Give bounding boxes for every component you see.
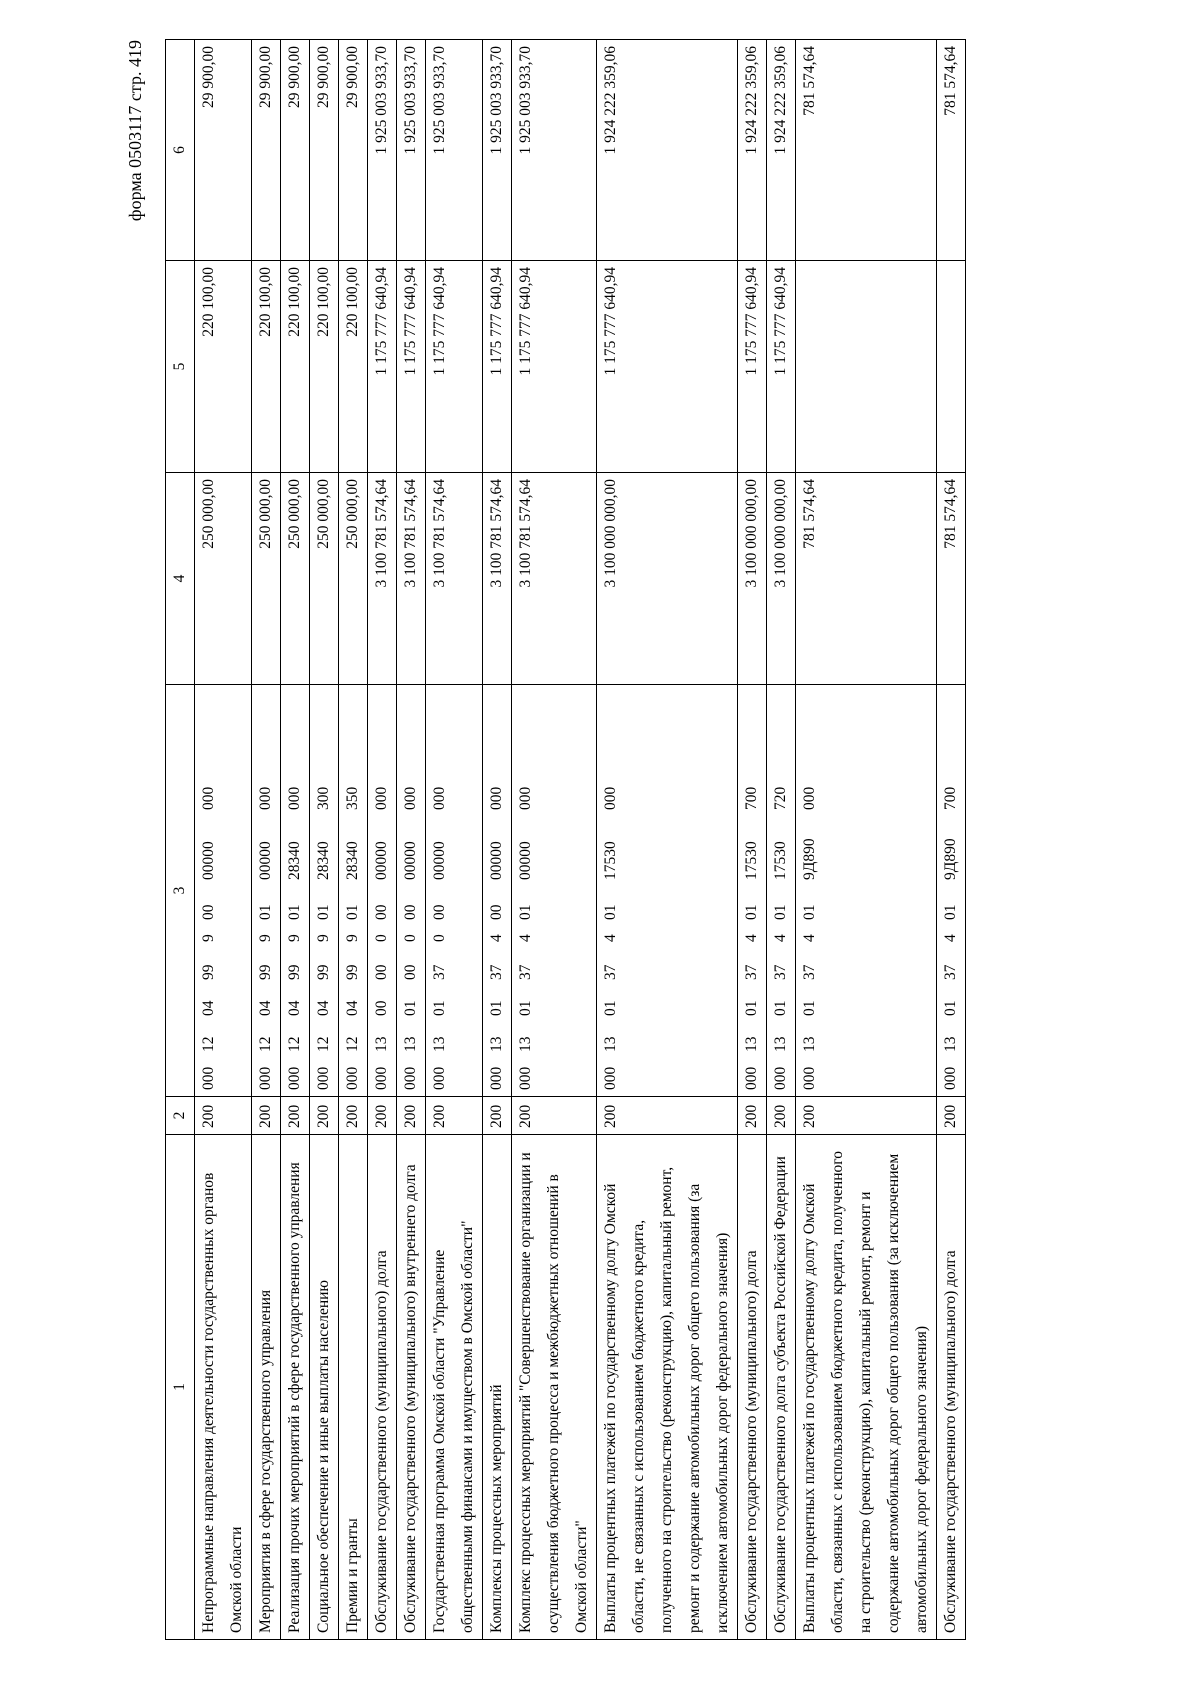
code-segment: 0 [402,934,419,942]
code-segment: 99 [200,964,217,980]
code-segment: 4 [942,934,959,942]
code-segment: 000 [200,786,217,810]
row-c4: 3 100 000 000,00 [767,473,796,685]
row-c5: 220 100,00 [281,261,310,473]
code-segment: 37 [517,964,534,980]
code-segment: 13 [801,1036,818,1052]
column-header: 6 [166,40,195,261]
code-segment: 4 [488,934,505,942]
row-c6: 1 925 003 933,70 [426,40,483,261]
row-code [512,685,597,1097]
row-col2: 200 [738,1097,767,1135]
row-col2: 200 [426,1097,483,1135]
code-segment: 000 [743,1066,760,1090]
row-c6: 1 925 003 933,70 [483,40,512,261]
row-c5: 220 100,00 [252,261,281,473]
code-segment: 00000 [517,841,534,880]
row-code [796,685,937,1097]
table-row [281,40,310,1640]
code-segment: 13 [743,1036,760,1052]
row-c5: 1 175 777 640,94 [426,261,483,473]
code-segment: 17530 [772,841,789,880]
row-c6: 29 900,00 [310,40,339,261]
row-c4: 781 574,64 [796,473,937,685]
row-code [368,685,397,1097]
row-code [483,685,512,1097]
row-c4: 3 100 781 574,64 [512,473,597,685]
code-segment: 000 [402,786,419,810]
row-c6: 29 900,00 [252,40,281,261]
code-segment: 700 [743,786,760,810]
code-segment: 37 [602,964,619,980]
code-segment: 000 [488,1066,505,1090]
code-segment: 01 [431,1000,448,1016]
row-code [937,685,966,1097]
code-segment: 00 [402,904,419,920]
code-segment: 00 [373,1000,390,1016]
row-code [252,685,281,1097]
table-header-row [166,40,195,1640]
row-c4: 250 000,00 [310,473,339,685]
code-segment: 9 [286,934,303,942]
table-body [195,40,966,1640]
code-segment: 99 [344,964,361,980]
row-c6: 781 574,64 [796,40,937,261]
table-row [767,40,796,1640]
row-c6: 1 924 222 359,06 [597,40,738,261]
code-segment: 000 [431,1066,448,1090]
code-segment: 01 [602,1000,619,1016]
form-reference: форма 0503117 стр. 419 [125,40,145,222]
table-row [512,40,597,1640]
row-code [597,685,738,1097]
row-c4: 3 100 000 000,00 [597,473,738,685]
code-segment: 13 [517,1036,534,1052]
row-c6: 1 925 003 933,70 [368,40,397,261]
row-name: Обслуживание государственного долга субъекта Российской Федерации [767,1135,796,1640]
code-segment: 4 [772,934,789,942]
table-row [597,40,738,1640]
code-segment: 700 [942,786,959,810]
code-segment: 37 [772,964,789,980]
code-segment: 9Д890 [942,838,959,880]
code-segment: 01 [743,1000,760,1016]
row-c5: 220 100,00 [310,261,339,473]
row-c4: 781 574,64 [937,473,966,685]
row-name: Комплекс процессных мероприятий "Совершенствование организации и осуществления бюджетного процесса и межбюджетных отношений в Омской области" [512,1135,597,1640]
code-segment: 4 [801,934,818,942]
row-col2: 200 [195,1097,252,1135]
code-segment: 37 [743,964,760,980]
code-segment: 04 [344,1000,361,1016]
code-segment: 4 [517,934,534,942]
code-segment: 01 [402,1000,419,1016]
row-c4: 250 000,00 [195,473,252,685]
code-segment: 4 [743,934,760,942]
row-name: Мероприятия в сфере государственного управления [252,1135,281,1640]
code-segment: 9Д890 [801,838,818,880]
code-segment: 000 [517,1066,534,1090]
code-segment: 000 [602,786,619,810]
code-segment: 01 [315,904,332,920]
code-segment: 37 [431,964,448,980]
code-segment: 00 [488,904,505,920]
code-segment: 000 [257,1066,274,1090]
row-name: Выплаты процентных платежей по государственному долгу Омской области, связанных с использованием бюджетного кредита, полученного на строительство (реконструкцию), капитальный ремонт, ремонт и содержание автомобильных дорог общего пользования (за исключением автомобильных дорог федерального значения) [796,1135,937,1640]
row-code [397,685,426,1097]
table-row [310,40,339,1640]
table-row [195,40,252,1640]
code-segment: 00 [373,904,390,920]
code-segment: 01 [772,904,789,920]
row-c5: 1 175 777 640,94 [368,261,397,473]
table-row [397,40,426,1640]
code-segment: 01 [602,904,619,920]
row-c5: 220 100,00 [195,261,252,473]
code-segment: 00000 [402,841,419,880]
code-segment: 04 [200,1000,217,1016]
code-segment: 37 [942,964,959,980]
row-c5 [796,261,937,473]
code-segment: 9 [200,934,217,942]
code-segment: 01 [257,904,274,920]
code-segment: 000 [344,1066,361,1090]
row-col2: 200 [796,1097,937,1135]
code-segment: 01 [942,904,959,920]
code-segment: 00000 [373,841,390,880]
code-segment: 99 [315,964,332,980]
column-header: 5 [166,261,195,473]
column-header: 2 [166,1097,195,1135]
row-name: Обслуживание государственного (муниципального) долга [368,1135,397,1640]
table-row [252,40,281,1640]
row-col2: 200 [483,1097,512,1135]
code-segment: 9 [257,934,274,942]
row-c4: 3 100 000 000,00 [738,473,767,685]
code-segment: 01 [488,1000,505,1016]
row-c6: 1 924 222 359,06 [767,40,796,261]
code-segment: 000 [286,1066,303,1090]
code-segment: 000 [517,786,534,810]
row-c6: 29 900,00 [339,40,368,261]
code-segment: 37 [488,964,505,980]
code-segment: 37 [801,964,818,980]
code-segment: 00000 [431,841,448,880]
code-segment: 04 [286,1000,303,1016]
code-segment: 9 [315,934,332,942]
code-segment: 28340 [344,841,361,880]
row-name: Премии и гранты [339,1135,368,1640]
row-col2: 200 [368,1097,397,1135]
code-segment: 01 [286,904,303,920]
code-segment: 12 [286,1036,303,1052]
code-segment: 00 [373,964,390,980]
row-c5: 1 175 777 640,94 [597,261,738,473]
code-segment: 720 [772,786,789,810]
row-code [767,685,796,1097]
code-segment: 000 [488,786,505,810]
code-segment: 99 [257,964,274,980]
code-segment: 00000 [200,841,217,880]
code-segment: 99 [286,964,303,980]
row-c6: 781 574,64 [937,40,966,261]
row-c4: 250 000,00 [252,473,281,685]
column-header: 4 [166,473,195,685]
code-segment: 00000 [488,841,505,880]
row-code [281,685,310,1097]
row-col2: 200 [252,1097,281,1135]
code-segment: 01 [517,1000,534,1016]
row-c5: 1 175 777 640,94 [767,261,796,473]
code-segment: 0 [431,934,448,942]
code-segment: 00000 [257,841,274,880]
row-c5 [937,261,966,473]
row-code [339,685,368,1097]
row-c5: 220 100,00 [339,261,368,473]
code-segment: 000 [801,1066,818,1090]
code-segment: 13 [942,1036,959,1052]
code-segment: 12 [315,1036,332,1052]
row-c4: 250 000,00 [281,473,310,685]
row-code [426,685,483,1097]
row-c5: 1 175 777 640,94 [483,261,512,473]
code-segment: 300 [315,786,332,810]
code-segment: 17530 [602,841,619,880]
code-segment: 4 [602,934,619,942]
table-row [738,40,767,1640]
row-c5: 1 175 777 640,94 [738,261,767,473]
table-row [368,40,397,1640]
code-segment: 01 [772,1000,789,1016]
row-c6: 29 900,00 [281,40,310,261]
code-segment: 28340 [315,841,332,880]
budget-table [165,39,966,1640]
row-c4: 3 100 781 574,64 [368,473,397,685]
code-segment: 00 [200,904,217,920]
row-name: Выплаты процентных платежей по государственному долгу Омской области, не связанных с использованием бюджетного кредита, полученного на строительство (реконструкцию), капитальный ремонт, ремонт и содержание автомобильных дорог общего пользования (за исключением автомобильных дорог федерального значения) [597,1135,738,1640]
code-segment: 04 [257,1000,274,1016]
code-segment: 01 [942,1000,959,1016]
row-c4: 250 000,00 [339,473,368,685]
row-col2: 200 [512,1097,597,1135]
row-c4: 3 100 781 574,64 [426,473,483,685]
code-segment: 13 [602,1036,619,1052]
row-c4: 3 100 781 574,64 [397,473,426,685]
table-row [937,40,966,1640]
row-code [738,685,767,1097]
row-c6: 29 900,00 [195,40,252,261]
code-segment: 000 [772,1066,789,1090]
code-segment: 17530 [743,841,760,880]
row-col2: 200 [310,1097,339,1135]
code-segment: 350 [344,786,361,810]
code-segment: 13 [431,1036,448,1052]
row-name: Реализация прочих мероприятий в сфере государственного управления [281,1135,310,1640]
code-segment: 12 [257,1036,274,1052]
row-code [195,685,252,1097]
code-segment: 12 [200,1036,217,1052]
row-c5: 1 175 777 640,94 [397,261,426,473]
code-segment: 0 [373,934,390,942]
row-col2: 200 [397,1097,426,1135]
table-row [339,40,368,1640]
row-name: Обслуживание государственного (муниципального) долга [937,1135,966,1640]
code-segment: 00 [431,904,448,920]
row-code [310,685,339,1097]
code-segment: 000 [257,786,274,810]
row-name: Комплексы процессных мероприятий [483,1135,512,1640]
row-c6: 1 924 222 359,06 [738,40,767,261]
code-segment: 000 [402,1066,419,1090]
code-segment: 01 [743,904,760,920]
code-segment: 000 [315,1066,332,1090]
table-row [796,40,937,1640]
code-segment: 13 [772,1036,789,1052]
row-c6: 1 925 003 933,70 [397,40,426,261]
row-name: Обслуживание государственного (муниципального) долга [738,1135,767,1640]
row-name: Непрограммные направления деятельности государственных органов Омской области [195,1135,252,1640]
rotated-content [115,40,1075,1640]
row-name: Обслуживание государственного (муниципального) внутреннего долга [397,1135,426,1640]
table-row [426,40,483,1640]
row-col2: 200 [597,1097,738,1135]
row-c4: 3 100 781 574,64 [483,473,512,685]
row-name: Социальное обеспечение и иные выплаты населению [310,1135,339,1640]
row-c5: 1 175 777 640,94 [512,261,597,473]
code-segment: 13 [402,1036,419,1052]
code-segment: 000 [602,1066,619,1090]
code-segment: 000 [942,1066,959,1090]
row-col2: 200 [937,1097,966,1135]
row-col2: 200 [339,1097,368,1135]
row-col2: 200 [767,1097,796,1135]
code-segment: 000 [200,1066,217,1090]
code-segment: 00 [402,964,419,980]
column-header: 3 [166,685,195,1097]
code-segment: 000 [431,786,448,810]
table-row [483,40,512,1640]
code-segment: 01 [344,904,361,920]
column-header: 1 [166,1135,195,1640]
code-segment: 04 [315,1000,332,1016]
code-segment: 000 [373,786,390,810]
row-c6: 1 925 003 933,70 [512,40,597,261]
code-segment: 28340 [286,841,303,880]
code-segment: 01 [801,1000,818,1016]
row-name: Государственная программа Омской области "Управление общественными финансами и имуществом в Омской области" [426,1135,483,1640]
code-segment: 13 [373,1036,390,1052]
code-segment: 9 [344,934,361,942]
row-col2: 200 [281,1097,310,1135]
code-segment: 12 [344,1036,361,1052]
code-segment: 000 [801,786,818,810]
code-segment: 000 [373,1066,390,1090]
code-segment: 01 [801,904,818,920]
code-segment: 000 [286,786,303,810]
code-segment: 01 [517,904,534,920]
code-segment: 13 [488,1036,505,1052]
